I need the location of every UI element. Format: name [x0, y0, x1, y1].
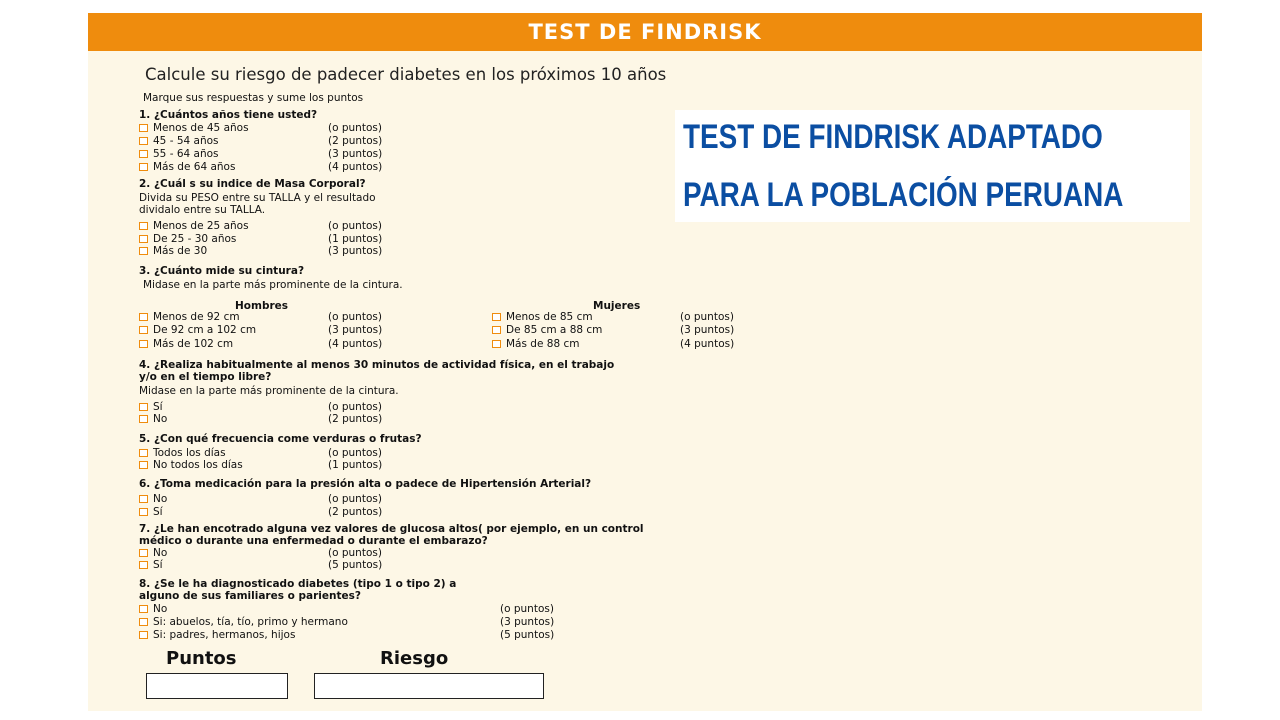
q1-option-0[interactable]: [139, 122, 249, 134]
option-points: (2 puntos): [328, 135, 383, 147]
option-label: No: [153, 413, 168, 425]
q7-option-1[interactable]: [139, 559, 163, 571]
checkbox[interactable]: [492, 326, 501, 334]
option-label: Si: abuelos, tía, tío, primo y hermano: [153, 616, 348, 628]
header-title: TEST DE FINDRISK: [528, 20, 762, 44]
q6-option-0[interactable]: [139, 493, 167, 505]
q5-option-1[interactable]: [139, 459, 243, 471]
option-label: Todos los días: [153, 447, 226, 459]
option-points: (o puntos): [500, 603, 554, 615]
option-points: (4 puntos): [328, 161, 383, 173]
option-points: (3 puntos): [328, 148, 383, 160]
points-field[interactable]: [146, 673, 288, 699]
option-points: (1 puntos): [328, 233, 383, 245]
option-points: (1 puntos): [328, 459, 383, 471]
option-label: Más de 64 años: [153, 161, 236, 173]
q1-option-1[interactable]: [139, 135, 219, 147]
option-label: No: [153, 493, 168, 505]
checkbox[interactable]: [139, 163, 148, 171]
option-label: De 25 - 30 años: [153, 233, 237, 245]
q3-men-option-2[interactable]: [139, 338, 233, 350]
checkbox[interactable]: [139, 340, 148, 348]
option-label: Más de 88 cm: [506, 338, 580, 350]
checkbox[interactable]: [139, 449, 148, 457]
q1-option-2[interactable]: [139, 148, 219, 160]
q4-title-line-1: 4. ¿Realiza habitualmente al menos 30 minutos de actividad física, en el trabajo: [139, 359, 615, 371]
q3-title: 3. ¿Cuánto mide su cintura?: [139, 265, 305, 277]
option-points: (2 puntos): [328, 506, 383, 518]
checkbox[interactable]: [139, 618, 148, 626]
option-points: (3 puntos): [328, 245, 383, 257]
adaptation-title-line-1: TEST DE FINDRISK ADAPTADO: [683, 118, 1103, 156]
checkbox[interactable]: [139, 461, 148, 469]
q7-title-line-1: 7. ¿Le han encotrado alguna vez valores de glucosa altos( por ejemplo, en un control: [139, 523, 644, 535]
option-points: (o puntos): [328, 122, 382, 134]
checkbox[interactable]: [139, 495, 148, 503]
q3-women-option-2[interactable]: [492, 338, 579, 350]
option-label: Menos de 92 cm: [153, 311, 240, 323]
option-points: (3 puntos): [328, 324, 383, 336]
option-points: (o puntos): [328, 547, 382, 559]
women-header: Mujeres: [593, 300, 641, 312]
checkbox[interactable]: [139, 508, 148, 516]
option-points: (5 puntos): [500, 629, 555, 641]
option-points: (4 puntos): [680, 338, 735, 350]
option-label: 45 - 54 años: [153, 135, 219, 147]
q3-men-option-1[interactable]: [139, 324, 256, 336]
header-bar: [88, 13, 1202, 51]
checkbox[interactable]: [139, 235, 148, 243]
men-header: Hombres: [235, 300, 289, 312]
adaptation-banner: [675, 110, 1190, 222]
q4-option-0[interactable]: [139, 401, 163, 413]
q8-option-2[interactable]: [139, 629, 295, 641]
option-label: Sí: [153, 401, 163, 413]
option-label: Si: padres, hermanos, hijos: [153, 629, 296, 641]
option-label: De 92 cm a 102 cm: [153, 324, 257, 336]
checkbox[interactable]: [139, 313, 148, 321]
option-label: Más de 30: [153, 245, 208, 257]
option-points: (5 puntos): [328, 559, 383, 571]
points-label: Puntos: [166, 648, 237, 669]
q4-title-line-2: y/o en el tiempo libre?: [139, 371, 272, 383]
q4-desc: Midase en la parte más prominente de la cintura.: [139, 385, 399, 397]
q6-option-1[interactable]: [139, 506, 163, 518]
q7-title-line-2: médico o durante una enfermedad o durante el embarazo?: [139, 535, 488, 547]
q2-desc-1: Divida su PESO entre su TALLA y el resultado: [139, 192, 376, 204]
checkbox[interactable]: [492, 313, 501, 321]
option-label: No: [153, 547, 168, 559]
q4-option-1[interactable]: [139, 413, 167, 425]
q2-option-0[interactable]: [139, 220, 249, 232]
option-points: (o puntos): [328, 220, 382, 232]
checkbox[interactable]: [139, 222, 148, 230]
q2-title: 2. ¿Cuál s su indice de Masa Corporal?: [139, 178, 366, 190]
q1-title: 1. ¿Cuántos años tiene usted?: [139, 109, 318, 121]
checkbox[interactable]: [139, 549, 148, 557]
option-label: No: [153, 603, 168, 615]
option-label: Más de 102 cm: [153, 338, 234, 350]
q5-title: 5. ¿Con qué frecuencia come verduras o frutas?: [139, 433, 422, 445]
checkbox[interactable]: [139, 415, 148, 423]
subtitle: Calcule su riesgo de padecer diabetes en los próximos 10 años: [145, 65, 667, 84]
option-label: De 85 cm a 88 cm: [506, 324, 603, 336]
checkbox[interactable]: [139, 150, 148, 158]
option-label: Menos de 85 cm: [506, 311, 593, 323]
option-points: (3 puntos): [680, 324, 735, 336]
option-label: Menos de 25 años: [153, 220, 249, 232]
q6-title: 6. ¿Toma medicación para la presión alta o padece de Hipertensión Arterial?: [139, 478, 592, 490]
q2-option-1[interactable]: [139, 233, 236, 245]
option-points: (o puntos): [680, 311, 734, 323]
q8-title-line-1: 8. ¿Se le ha diagnosticado diabetes (tipo 1 o tipo 2) a: [139, 578, 457, 590]
risk-label: Riesgo: [380, 648, 449, 669]
q8-title-line-2: alguno de sus familiares o parientes?: [139, 590, 361, 602]
checkbox[interactable]: [139, 605, 148, 613]
q8-option-1[interactable]: [139, 616, 348, 628]
checkbox[interactable]: [139, 561, 148, 569]
q8-option-0[interactable]: [139, 603, 167, 615]
checkbox[interactable]: [139, 137, 148, 145]
option-label: Menos de 45 años: [153, 122, 249, 134]
option-points: (3 puntos): [500, 616, 555, 628]
instruction: Marque sus respuestas y sume los puntos: [143, 92, 364, 104]
option-label: Sí: [153, 559, 163, 571]
q5-option-0[interactable]: [139, 447, 226, 459]
q1-option-3[interactable]: [139, 161, 235, 173]
q3-men-option-0[interactable]: [139, 311, 240, 323]
checkbox[interactable]: [492, 340, 501, 348]
option-points: (4 puntos): [328, 338, 383, 350]
q2-option-2[interactable]: [139, 245, 207, 257]
checkbox[interactable]: [139, 326, 148, 334]
checkbox[interactable]: [139, 631, 148, 639]
q3-women-option-1[interactable]: [492, 324, 602, 336]
q3-desc: Midase en la parte más prominente de la cintura.: [143, 279, 403, 291]
option-label: 55 - 64 años: [153, 148, 219, 160]
option-label: Sí: [153, 506, 163, 518]
option-label: No todos los días: [153, 459, 243, 471]
option-points: (o puntos): [328, 311, 382, 323]
checkbox[interactable]: [139, 403, 148, 411]
option-points: (o puntos): [328, 401, 382, 413]
option-points: (2 puntos): [328, 413, 383, 425]
q3-women-option-0[interactable]: [492, 311, 593, 323]
q2-desc-2: dividalo entre su TALLA.: [139, 204, 266, 216]
q7-option-0[interactable]: [139, 547, 167, 559]
checkbox[interactable]: [139, 247, 148, 255]
option-points: (o puntos): [328, 493, 382, 505]
option-points: (o puntos): [328, 447, 382, 459]
risk-field[interactable]: [314, 673, 544, 699]
checkbox[interactable]: [139, 124, 148, 132]
adaptation-title-line-2: PARA LA POBLACIÓN PERUANA: [683, 176, 1124, 214]
